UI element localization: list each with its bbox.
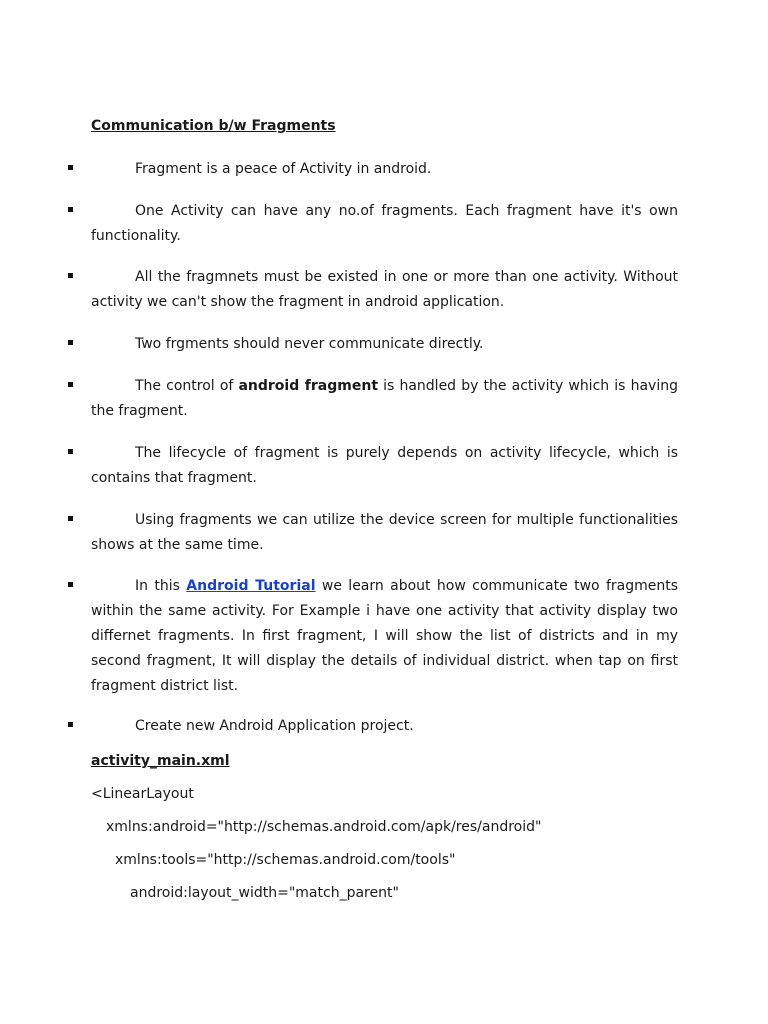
bullet-marker <box>68 340 73 345</box>
list-item-text: Fragment is a peace of Activity in android. <box>135 161 432 177</box>
bullet-marker <box>68 382 73 387</box>
list-item-text: Create new Android Application project. <box>135 718 414 734</box>
code-line: <LinearLayout <box>91 786 194 802</box>
bullet-marker <box>68 516 73 521</box>
list-item-text: Using fragments we can utilize the device screen for multiple functionalities shows at the same time. <box>91 512 678 553</box>
page-title: Communication b/w Fragments <box>91 118 336 134</box>
list-item-text: The lifecycle of fragment is purely depends on activity lifecycle, which is contains that fragment. <box>91 445 678 486</box>
list-item-text: Two frgments should never communicate directly. <box>135 336 484 352</box>
list-item-text: All the fragmnets must be existed in one or more than one activity. Without activity we can't show the fragment in android application. <box>91 269 678 310</box>
bold-keyword: android fragment <box>238 378 379 394</box>
bullet-marker <box>68 722 73 727</box>
bullet-marker <box>68 207 73 212</box>
bullet-marker <box>68 273 73 278</box>
list-item-text: One Activity can have any no.of fragments. Each fragment have it's own functionality. <box>91 203 678 244</box>
android-tutorial-link[interactable]: Android Tutorial <box>186 578 316 594</box>
code-line: android:layout_width="match_parent" <box>130 885 399 901</box>
list-item-text: In this Android Tutorial we learn about how communicate two fragments within the same activity. For Example i have one activity that activity display two differnet fragments. In first fragment, I will show the list of districts and in my second fragment, It will display the details of individual district. when tap on first fragment district list. <box>91 578 679 694</box>
list-item-text: The control of android fragment is handled by the activity which is having the fragment. <box>91 378 678 419</box>
bullet-marker <box>68 165 73 170</box>
bullet-marker <box>68 582 73 587</box>
code-line: xmlns:android="http://schemas.android.com/apk/res/android" <box>106 819 542 835</box>
code-section-heading: activity_main.xml <box>91 753 230 769</box>
bullet-marker <box>68 449 73 454</box>
code-line: xmlns:tools="http://schemas.android.com/tools" <box>115 852 456 868</box>
